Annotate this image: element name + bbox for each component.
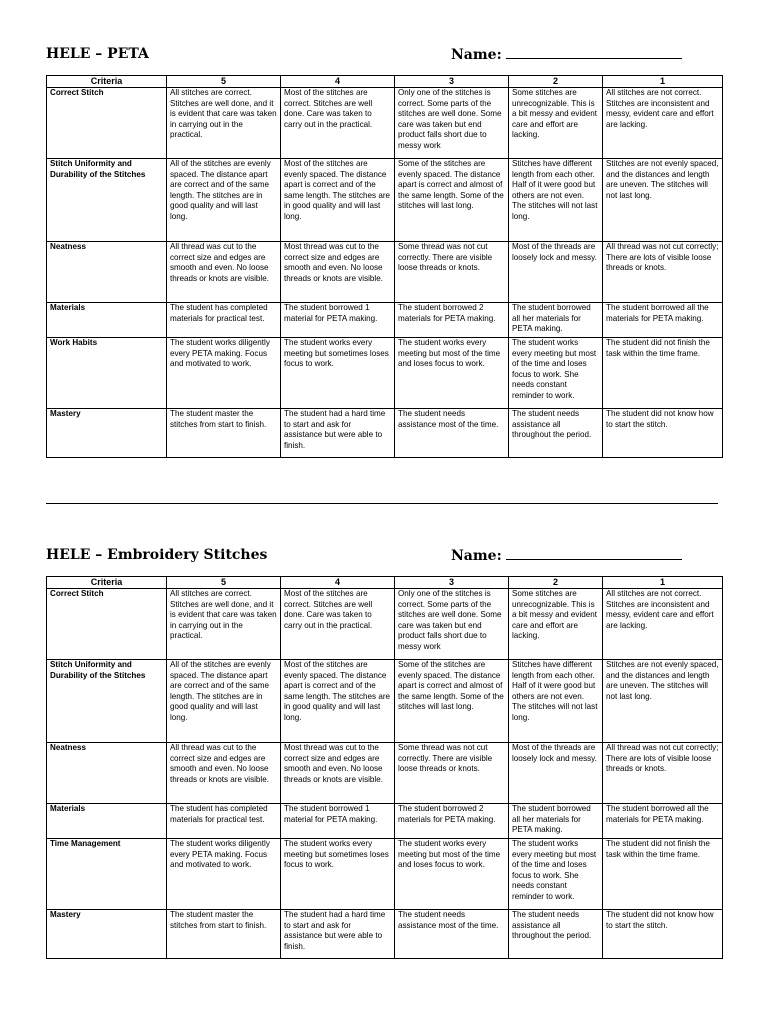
table-row <box>47 743 723 804</box>
table-cell: Most of the stitches are correct. Stitches are well done. Care was taken to carry out in the practical. <box>281 88 395 159</box>
rubric-header <box>46 547 726 569</box>
table-cell: The student did not know how to start the stitch. <box>603 409 723 458</box>
table-cell: The student works every meeting but sometimes loses focus to work. <box>281 839 395 910</box>
table-cell: The student borrowed 1 material for PETA making. <box>281 303 395 338</box>
table-cell: Stitches have different length from each other. Half of it were good but others are not even. The stitches will not last long. <box>509 660 603 743</box>
table-cell: The student needs assistance most of the time. <box>395 910 509 959</box>
table-cell: The student had a hard time to start and ask for assistance but were able to finish. <box>281 409 395 458</box>
name-blank-line[interactable] <box>506 46 682 59</box>
header-score: 5 <box>167 76 281 88</box>
table-cell: The student borrowed all her materials for PETA making. <box>509 303 603 338</box>
table-row <box>47 88 723 159</box>
table-cell: All stitches are not correct. Stitches are inconsistent and messy, evident care and effort are lacking. <box>603 88 723 159</box>
header-score: 4 <box>281 577 395 589</box>
rubric-title: HELE – Embroidery Stitches <box>46 547 268 563</box>
table-row <box>47 338 723 409</box>
table-cell: The student works every meeting but most of the time and loses focus to work. <box>395 338 509 409</box>
table-cell: All thread was cut to the correct size and edges are smooth and even. No loose threads or knots are visible. <box>167 743 281 804</box>
name-label: Name: <box>451 47 502 63</box>
table-cell: The student borrowed 2 materials for PETA making. <box>395 303 509 338</box>
table-row <box>47 839 723 910</box>
header-score: 2 <box>509 76 603 88</box>
table-cell: Most of the stitches are evenly spaced. The distance apart is correct and of the same length. The stitches are in good quality and will last long. <box>281 660 395 743</box>
table-cell: Stitches are not evenly spaced, and the distances and length are uneven. The stitches will not last long. <box>603 660 723 743</box>
table-cell: The student borrowed all the materials for PETA making. <box>603 804 723 839</box>
header-score: 3 <box>395 76 509 88</box>
table-cell: Stitches have different length from each other. Half of it were good but others are not even. The stitches will not last long. <box>509 159 603 242</box>
table-cell: Some of the stitches are evenly spaced. The distance apart is correct and almost of the same length. Some of the stitches will last long. <box>395 660 509 743</box>
table-cell: All of the stitches are evenly spaced. The distance apart are correct and of the same length. The stitches are in good quality and will last long. <box>167 660 281 743</box>
table-cell: The student has completed materials for practical test. <box>167 303 281 338</box>
name-field[interactable] <box>451 547 682 564</box>
table-cell: The student did not finish the task within the time frame. <box>603 839 723 910</box>
table-row <box>47 242 723 303</box>
name-field[interactable] <box>451 46 682 63</box>
table-row <box>47 660 723 743</box>
criteria-cell: Neatness <box>47 242 167 303</box>
table-cell: Some of the stitches are evenly spaced. The distance apart is correct and almost of the same length. Some of the stitches will last long. <box>395 159 509 242</box>
table-cell: The student borrowed 1 material for PETA making. <box>281 804 395 839</box>
criteria-cell: Stitch Uniformity and Durability of the Stitches <box>47 159 167 242</box>
table-cell: All stitches are correct. Stitches are well done, and it is evident that care was taken in carrying out in the practical. <box>167 589 281 660</box>
table-row <box>47 910 723 959</box>
table-cell: All stitches are not correct. Stitches are inconsistent and messy, evident care and effort are lacking. <box>603 589 723 660</box>
table-cell: The student master the stitches from start to finish. <box>167 910 281 959</box>
criteria-cell: Stitch Uniformity and Durability of the Stitches <box>47 660 167 743</box>
table-cell: The student borrowed all her materials for PETA making. <box>509 804 603 839</box>
table-cell: Only one of the stitches is correct. Some parts of the stitches are well done. Some care was taken but end product falls short due to messy work <box>395 88 509 159</box>
cut-line-divider <box>46 503 718 504</box>
criteria-cell: Mastery <box>47 409 167 458</box>
rubric-table <box>46 576 723 959</box>
table-cell: All stitches are correct. Stitches are well done, and it is evident that care was taken in carrying out in the practical. <box>167 88 281 159</box>
rubric-header <box>46 46 726 68</box>
criteria-cell: Work Habits <box>47 338 167 409</box>
table-cell: Only one of the stitches is correct. Some parts of the stitches are well done. Some care was taken but end product falls short due to messy work <box>395 589 509 660</box>
table-cell: Some thread was not cut correctly. There are visible loose threads or knots. <box>395 743 509 804</box>
header-score: 1 <box>603 577 723 589</box>
criteria-cell: Correct Stitch <box>47 589 167 660</box>
table-cell: Most of the threads are loosely lock and messy. <box>509 743 603 804</box>
table-cell: The student works every meeting but sometimes loses focus to work. <box>281 338 395 409</box>
header-score: 1 <box>603 76 723 88</box>
table-row <box>47 159 723 242</box>
table-cell: The student works every meeting but most of the time and loses focus to work. <box>395 839 509 910</box>
table-cell: Some stitches are unrecognizable. This is a bit messy and evident care and effort are lacking. <box>509 88 603 159</box>
table-cell: The student has completed materials for practical test. <box>167 804 281 839</box>
header-criteria: Criteria <box>47 76 167 88</box>
header-score: 3 <box>395 577 509 589</box>
table-cell: The student works diligently every PETA making. Focus and motivated to work. <box>167 839 281 910</box>
criteria-cell: Correct Stitch <box>47 88 167 159</box>
table-cell: Some thread was not cut correctly. There are visible loose threads or knots. <box>395 242 509 303</box>
table-row <box>47 303 723 338</box>
table-header-row <box>47 577 723 589</box>
criteria-cell: Mastery <box>47 910 167 959</box>
table-cell: All thread was not cut correctly; There are lots of visible loose threads or knots. <box>603 242 723 303</box>
table-cell: The student works every meeting but most of the time and loses focus to work. She needs constant reminder to work. <box>509 839 603 910</box>
table-row <box>47 804 723 839</box>
table-cell: The student works every meeting but most of the time and loses focus to work. She needs constant reminder to work. <box>509 338 603 409</box>
header-score: 5 <box>167 577 281 589</box>
table-cell: The student did not finish the task within the time frame. <box>603 338 723 409</box>
table-row <box>47 589 723 660</box>
criteria-cell: Materials <box>47 303 167 338</box>
table-header-row <box>47 76 723 88</box>
table-cell: Most of the threads are loosely lock and messy. <box>509 242 603 303</box>
criteria-cell: Neatness <box>47 743 167 804</box>
header-score: 4 <box>281 76 395 88</box>
name-blank-line[interactable] <box>506 547 682 560</box>
table-cell: Stitches are not evenly spaced, and the distances and length are uneven. The stitches will not last long. <box>603 159 723 242</box>
table-cell: Most thread was cut to the correct size and edges are smooth and even. No loose threads or knots are visible. <box>281 242 395 303</box>
table-cell: The student master the stitches from start to finish. <box>167 409 281 458</box>
table-cell: Some stitches are unrecognizable. This is a bit messy and evident care and effort are lacking. <box>509 589 603 660</box>
table-cell: The student needs assistance most of the time. <box>395 409 509 458</box>
table-cell: Most thread was cut to the correct size and edges are smooth and even. No loose threads or knots are visible. <box>281 743 395 804</box>
name-label: Name: <box>451 548 502 564</box>
table-cell: The student did not know how to start the stitch. <box>603 910 723 959</box>
table-cell: The student needs assistance all throughout the period. <box>509 910 603 959</box>
header-criteria: Criteria <box>47 577 167 589</box>
table-cell: The student works diligently every PETA making. Focus and motivated to work. <box>167 338 281 409</box>
table-cell: The student borrowed all the materials for PETA making. <box>603 303 723 338</box>
table-cell: The student had a hard time to start and ask for assistance but were able to finish. <box>281 910 395 959</box>
table-cell: Most of the stitches are evenly spaced. The distance apart is correct and of the same length. The stitches are in good quality and will last long. <box>281 159 395 242</box>
criteria-cell: Time Management <box>47 839 167 910</box>
header-score: 2 <box>509 577 603 589</box>
table-cell: The student needs assistance all throughout the period. <box>509 409 603 458</box>
table-row <box>47 409 723 458</box>
table-cell: The student borrowed 2 materials for PETA making. <box>395 804 509 839</box>
table-cell: All thread was cut to the correct size and edges are smooth and even. No loose threads or knots are visible. <box>167 242 281 303</box>
table-cell: All thread was not cut correctly; There are lots of visible loose threads or knots. <box>603 743 723 804</box>
rubric-title: HELE – PETA <box>46 46 149 62</box>
rubric-table <box>46 75 723 458</box>
table-cell: Most of the stitches are correct. Stitches are well done. Care was taken to carry out in the practical. <box>281 589 395 660</box>
table-cell: All of the stitches are evenly spaced. The distance apart are correct and of the same length. The stitches are in good quality and will last long. <box>167 159 281 242</box>
criteria-cell: Materials <box>47 804 167 839</box>
